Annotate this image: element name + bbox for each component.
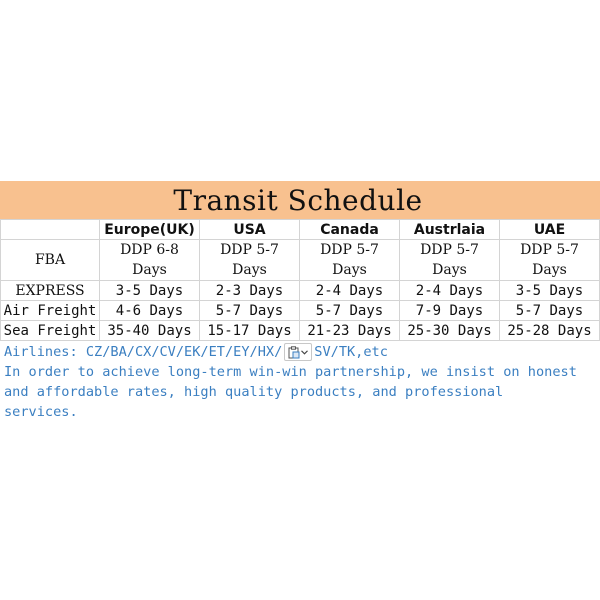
paste-options-icon[interactable] xyxy=(284,343,312,361)
cell-sea-australia: 25-30 Days xyxy=(400,321,500,341)
transit-schedule-sheet xyxy=(0,181,600,422)
cell-air-canada: 5-7 Days xyxy=(300,301,400,321)
cell-fba-canada xyxy=(300,240,400,281)
table-row-air-freight xyxy=(1,301,600,321)
cell-fba-usa-line2: Days xyxy=(232,262,267,278)
column-header-canada: Canada xyxy=(300,220,400,240)
cell-fba-europe-line1: DDP 6-8 xyxy=(120,242,179,258)
column-header-usa: USA xyxy=(200,220,300,240)
table-row-express xyxy=(1,281,600,301)
header-row xyxy=(1,220,600,240)
column-header-uae: UAE xyxy=(500,220,600,240)
partnership-statement: In order to achieve long-term win-win partnership, we insist on honest and affordable rates, high quality products, and professional services. xyxy=(4,364,577,420)
schedule-table xyxy=(0,219,600,341)
title-bar xyxy=(0,181,600,219)
clipboard-icon xyxy=(288,346,300,359)
table-row-sea-freight xyxy=(1,321,600,341)
cell-fba-australia-line1: DDP 5-7 xyxy=(420,242,479,258)
cell-fba-uae-line2: Days xyxy=(532,262,567,278)
page-title: Transit Schedule xyxy=(173,183,423,217)
row-label-sea-freight: Sea Freight xyxy=(1,321,100,341)
column-header-australia: Austrlaia xyxy=(400,220,500,240)
cell-fba-australia-line2: Days xyxy=(432,262,467,278)
cell-sea-europe: 35-40 Days xyxy=(100,321,200,341)
cell-sea-uae: 25-28 Days xyxy=(500,321,600,341)
airlines-line xyxy=(4,342,600,362)
cell-fba-uae xyxy=(500,240,600,281)
cell-fba-usa-line1: DDP 5-7 xyxy=(220,242,279,258)
column-header-europe: Europe(UK) xyxy=(100,220,200,240)
info-block xyxy=(0,341,600,422)
cell-fba-australia xyxy=(400,240,500,281)
chevron-down-icon xyxy=(301,350,308,355)
table-row-fba xyxy=(1,240,600,281)
cell-fba-canada-line1: DDP 5-7 xyxy=(320,242,379,258)
airlines-text-end: SV/TK,etc xyxy=(314,344,388,360)
cell-fba-europe xyxy=(100,240,200,281)
header-corner xyxy=(1,220,100,240)
cell-express-europe: 3-5 Days xyxy=(100,281,200,301)
cell-air-uae: 5-7 Days xyxy=(500,301,600,321)
cell-express-usa: 2-3 Days xyxy=(200,281,300,301)
cell-fba-uae-line1: DDP 5-7 xyxy=(520,242,579,258)
row-label-fba: FBA xyxy=(1,240,100,281)
row-label-express: EXPRESS xyxy=(1,281,100,301)
cell-air-europe: 4-6 Days xyxy=(100,301,200,321)
cell-express-canada: 2-4 Days xyxy=(300,281,400,301)
cell-sea-canada: 21-23 Days xyxy=(300,321,400,341)
cell-express-australia: 2-4 Days xyxy=(400,281,500,301)
cell-fba-canada-line2: Days xyxy=(332,262,367,278)
cell-sea-usa: 15-17 Days xyxy=(200,321,300,341)
row-label-air-freight: Air Freight xyxy=(1,301,100,321)
airlines-text-start: Airlines: CZ/BA/CX/CV/EK/ET/EY/HX/ xyxy=(4,344,283,360)
cell-fba-europe-line2: Days xyxy=(132,262,167,278)
cell-air-australia: 7-9 Days xyxy=(400,301,500,321)
cell-air-usa: 5-7 Days xyxy=(200,301,300,321)
cell-express-uae: 3-5 Days xyxy=(500,281,600,301)
cell-fba-usa xyxy=(200,240,300,281)
